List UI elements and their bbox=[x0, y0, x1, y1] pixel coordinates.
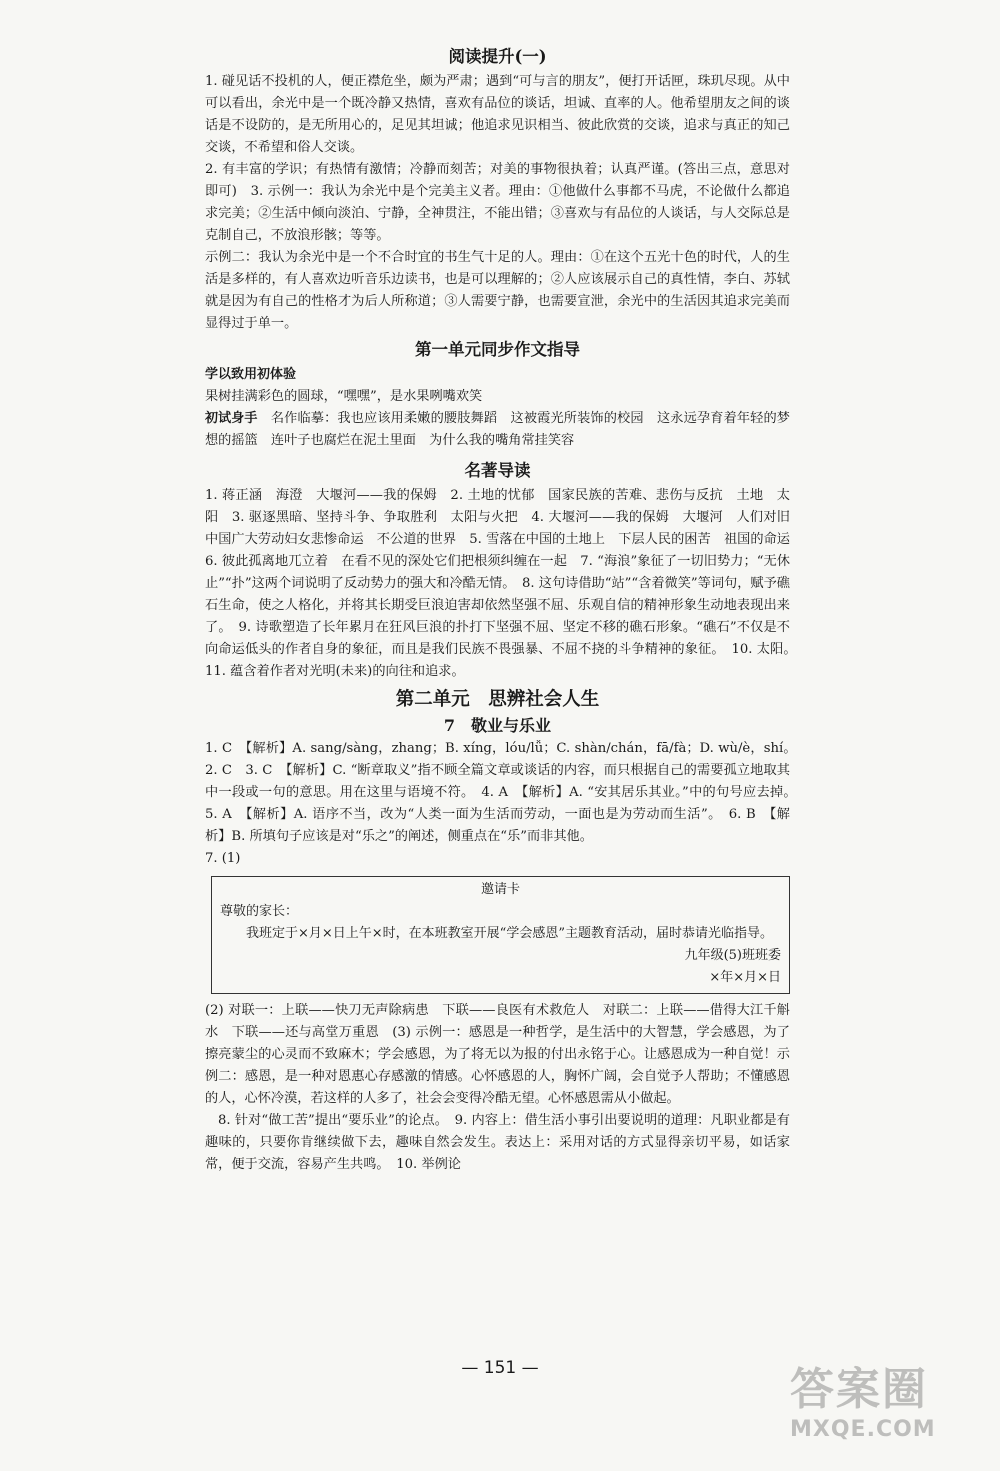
writing-subtitle-2: 初试身手 bbox=[205, 411, 258, 426]
answer-page bbox=[205, 42, 804, 1176]
writing-line-2 bbox=[205, 408, 790, 452]
unit-title: 第二单元 思辨社会人生 bbox=[395, 689, 600, 710]
watermark-logo-url: MXQE.COM bbox=[790, 1417, 936, 1442]
page-number: — 151 — bbox=[461, 1358, 539, 1378]
invitation-card-greeting: 尊敬的家长： bbox=[220, 904, 299, 919]
invitation-card bbox=[211, 876, 790, 994]
lesson-answers-8-10: 8. 针对“做工苦”提出“要乐业”的论点。 9. 内容上：借生活小事引出要说明的道理：凡职业都是有趣味的，只要你肯继续做下去，趣味自然会发生。表达上：采用对话的方式显得亲切平易，如话家常，便于交流，容易产生共鸣。 10. 举例论 bbox=[205, 1113, 790, 1172]
watermark-logo-text: 答案圈 bbox=[790, 1364, 928, 1415]
writing-line-2-text: 名作临摹：我也应该用柔嫩的腰肢舞蹈 这被霞光所装饰的校园 这永远孕育着年轻的梦想的摇篮 连叶子也腐烂在泥土里面 为什么我的嘴角常挂笑容 bbox=[205, 411, 790, 448]
section-title-classics: 名著导读 bbox=[464, 461, 531, 480]
lesson-answers-1-6: 1. C 【解析】A. sang/sàng，zhang；B. xíng，lóu/lǚ；C. shàn/chán，fā/fà；D. wù/è，shí。 2. C 3. C 【解析】C. “断章取义”指不顾全篇文章或谈话的内容，而只根据自己的需要孤立地取其中一段或一句的意思。用在这里与语境不符。 4. A 【解析】A. “安其居乐其业。”中的句号应去掉。 5. A 【解析】A. 语序不当，改为“人类一面为生活而劳动，一面也是为劳动而生活”。 6. B 【解析】B. 所填句子应该是对“乐之”的阐述，侧重点在“乐”而非其他。 bbox=[205, 741, 804, 844]
watermark-logo bbox=[790, 1353, 980, 1463]
reading-answer-example-2: 示例二：我认为余光中是一个不合时宜的书生气十足的人。理由：①在这个五光十色的时代，人的生活是多样的，有人喜欢边听音乐边读书，也是可以理解的；②人应该展示自己的真性情，李白、苏轼就是因为有自己的性格才为后人所称道；③人需要宁静，也需要宣泄，余光中的生活因其追求完美而显得过于单一。 bbox=[205, 250, 790, 331]
lesson-title: 7 敬业与乐业 bbox=[443, 716, 552, 735]
invitation-card-sign: 九年级(5)班班委 bbox=[684, 948, 781, 963]
writing-line-1: 果树挂满彩色的圆球，“嘿嘿”，是水果咧嘴欢笑 bbox=[205, 389, 483, 404]
section-title-reading: 阅读提升(一) bbox=[448, 47, 547, 66]
classics-answers: 1. 蒋正涵 海澄 大堰河——我的保姆 2. 土地的忧郁 国家民族的苦难、悲伤与反抗 土地 太阳 3. 驱逐黑暗、坚持斗争、争取胜利 太阳与火把 4. 大堰河——我的保姆 大堰河 人们对旧中国广大劳动妇女悲惨命运 不公道的世界 5. 雪落在中国的土地上 下层人民的困苦 祖国的命运 6. 彼此孤离地兀立着 在看不见的深处它们把根须纠缠在一起 7. “海浪”象征了一切旧势力；“无休止”“扑”这两个词说明了反动势力的强大和冷酷无情。 8. 这句诗借助“站”“含着微笑”等词句，赋予礁石生命，使之人格化，并将其长期受巨浪迫害却依然坚强不屈、乐观自信的精神形象生动地表现出来了。 9. 诗歌塑造了长年累月在狂风巨浪的扑打下坚强不屈、坚定不移的礁石形象。“礁石”不仅是不向命运低头的作者自身的象征，而且是我们民族不畏强暴、不屈不挠的斗争精神的象征。 10. 太阳。 11. 蕴含着作者对光明(未来)的向往和追求。 bbox=[205, 488, 804, 679]
writing-subtitle: 学以致用初体验 bbox=[205, 367, 297, 382]
invitation-card-body: 我班定于×月×日上午×时，在本班教室开展“学会感恩”主题教育活动，届时恭请光临指导。 bbox=[246, 926, 773, 941]
reading-answer-2-3: 2. 有丰富的学识；有热情有激情；冷静而刻苦；对美的事物很执着；认真严谨。(答出三点，意思对即可) 3. 示例一：我认为余光中是个完美主义者。理由：①他做什么事都不马虎，不论做什么都追求完美；②生活中倾向淡泊、宁静，全神贯注，不能出错；③喜欢与有品位的人谈话，与人交际总是克制自己，不放浪形骸；等等。 bbox=[205, 162, 790, 243]
section-title-writing: 第一单元同步作文指导 bbox=[415, 340, 580, 359]
invitation-card-title: 邀请卡 bbox=[480, 882, 520, 897]
reading-answer-1: 1. 碰见话不投机的人，便正襟危坐，颇为严肃；遇到“可与言的朋友”，便打开话匣，珠玑尽现。从中可以看出，余光中是一个既冷静又热情，喜欢有品位的谈话，坦诚、直率的人。他希望朋友之间的谈话是不设防的，是无所用心的，足见其坦诚；他追求见识相当、彼此欣赏的交谈，追求与真正的知己交谈，不希望和俗人交谈。 bbox=[205, 74, 790, 155]
invitation-card-date: ×年×月×日 bbox=[709, 970, 781, 985]
lesson-answer-7-label: 7. (1) bbox=[205, 851, 241, 866]
lesson-answer-7-2-3: (2) 对联一：上联——快刀无声除病患 下联——良医有术救危人 对联二：上联——借得大江千斛水 下联——还与高堂万重恩 (3) 示例一：感恩是一种哲学，是生活中的大智慧，学会感恩，为了擦亮蒙尘的心灵而不致麻木；学会感恩，为了将无以为报的付出永铭于心。让感恩成为一种自觉！示例二：感恩，是一种对恩惠心存感激的情感。心怀感恩的人，胸怀广阔，会自觉予人帮助；不懂感恩的人，心怀冷漠，若这样的人多了，社会会变得冷酷无望。心怀感恩需从小做起。 bbox=[205, 1003, 790, 1106]
